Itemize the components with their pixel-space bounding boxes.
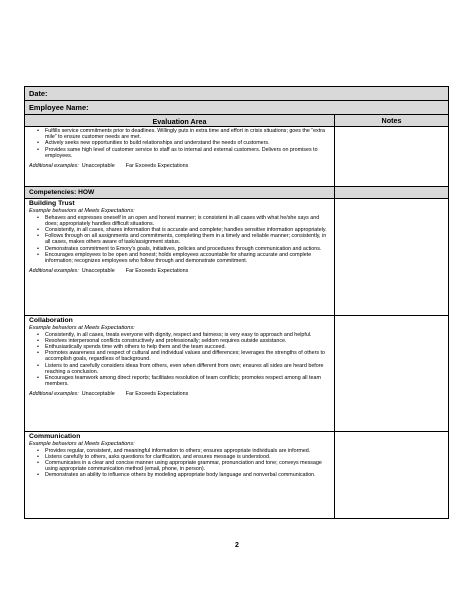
list-item: • Behaves and expresses oneself in an open and honest manner; is consistent in all cases with what he/she says and does; appropriately handles difficult situations.: [39, 215, 330, 227]
additional-examples-label: Additional examples:: [29, 391, 79, 398]
list-item: • Provides regular, consistent, and meaningful information to others; ensures appropriate individuals are informed.: [39, 448, 330, 454]
date-row: [25, 87, 448, 101]
additional-examples: [29, 391, 330, 398]
top-section-content: [25, 127, 335, 186]
list-item: • Provides same high level of customer service to staff as to internal and external customers. Delivers on promises to employees.: [39, 147, 330, 159]
unacceptable-option: Unacceptable: [81, 268, 115, 275]
additional-examples: [29, 163, 330, 170]
section-list: [29, 332, 330, 388]
list-item: • Follows through on all assignments and commitments, completing them in a timely and reliable manner; consistently, in all cases, makes others aware of task/assignment status.: [39, 233, 330, 245]
section-title: Communication: [29, 433, 81, 440]
section-subtitle: Example behaviors at Meets Expectations:: [29, 208, 135, 214]
employee-name-row: [25, 101, 448, 115]
section-building-trust: [25, 199, 448, 316]
far-exceeds-option: Far Exceeds Expectations: [125, 163, 189, 170]
list-item: • Encourages teamwork among direct reports; facilitates resolution of team conflicts; promotes respect among all team members.: [39, 375, 330, 387]
section-content: [25, 316, 335, 431]
additional-examples: [29, 268, 330, 275]
evaluation-area-header: Evaluation Area: [25, 115, 335, 126]
list-item: • Fulfills service commitments prior to deadlines. Willingly puts in extra time and effort in crisis situations; goes the “extra mile” to ensure customer needs are met.: [39, 128, 330, 140]
notes-cell[interactable]: [335, 316, 448, 431]
section-subtitle: Example behaviors at Meets Expectations:: [29, 441, 135, 447]
section-list: [29, 215, 330, 265]
list-item: • Listens carefully to others, asks questions for clarification, and ensures message is understood.: [39, 454, 330, 460]
section-subtitle: Example behaviors at Meets Expectations:: [29, 325, 135, 331]
list-item: • Promotes awareness and respect of cultural and individual values and differences; leverages the strengths of others to accomplish goals, regardless of background.: [39, 350, 330, 362]
section-communication: [25, 432, 448, 518]
list-item: • Demonstrates an ability to influence others by modeling appropriate body language and nonverbal communication.: [39, 472, 330, 478]
top-section-list: [29, 128, 330, 159]
list-item: • Consistently, in all cases, shares information that is accurate and complete; handles sensitive information appropriately.: [39, 227, 330, 233]
section-list: [29, 448, 330, 479]
top-section-row: [25, 127, 448, 187]
section-content: [25, 432, 335, 518]
additional-examples-label: Additional examples:: [29, 163, 79, 170]
list-item: • Actively seeks new opportunities to build relationships and understand the needs of customers.: [39, 140, 330, 146]
list-item: • Listens to and carefully considers ideas from others, even when different from own; ensures all sides are heard before reaching a conclusion.: [39, 363, 330, 375]
date-label: Date:: [29, 89, 48, 98]
evaluation-form: [24, 86, 449, 519]
list-item: • Resolves interpersonal conflicts constructively and professionally; seldom requires outside assistance.: [39, 338, 330, 344]
far-exceeds-option: Far Exceeds Expectations: [125, 391, 189, 398]
notes-cell[interactable]: [335, 199, 448, 315]
far-exceeds-option: Far Exceeds Expectations: [125, 268, 189, 275]
unacceptable-option: Unacceptable: [81, 391, 115, 398]
list-item: • Enthusiastically spends time with others to help them and the team succeed.: [39, 344, 330, 350]
column-header-row: [25, 115, 448, 127]
section-content: [25, 199, 335, 315]
unacceptable-option: Unacceptable: [81, 163, 115, 170]
section-title: Collaboration: [29, 317, 73, 324]
list-item: • Communicates in a clear and concise manner using appropriate grammar, pronunciation and tone; conveys message using appropriate communication method (email, phone, in person).: [39, 460, 330, 472]
section-title: Building Trust: [29, 200, 75, 207]
notes-cell[interactable]: [335, 127, 448, 186]
additional-examples-label: Additional examples:: [29, 268, 79, 275]
notes-cell[interactable]: [335, 432, 448, 518]
page-number: 2: [235, 542, 239, 549]
competencies-row: [25, 187, 448, 199]
list-item: • Consistently, in all cases, treats everyone with dignity, respect and fairness; is very easy to approach and helpful.: [39, 332, 330, 338]
employee-name-label: Employee Name:: [29, 103, 89, 112]
list-item: • Encourages employees to be open and honest; holds employees accountable for sharing accurate and complete information; recognizes employees who follow through and demonstrate commitment.: [39, 252, 330, 264]
competencies-label: Competencies: HOW: [25, 187, 335, 198]
notes-header: Notes: [335, 115, 448, 126]
section-collaboration: [25, 316, 448, 432]
list-item: • Demonstrates commitment to Emory's goals, initiatives, policies and procedures through communication and actions.: [39, 246, 330, 252]
